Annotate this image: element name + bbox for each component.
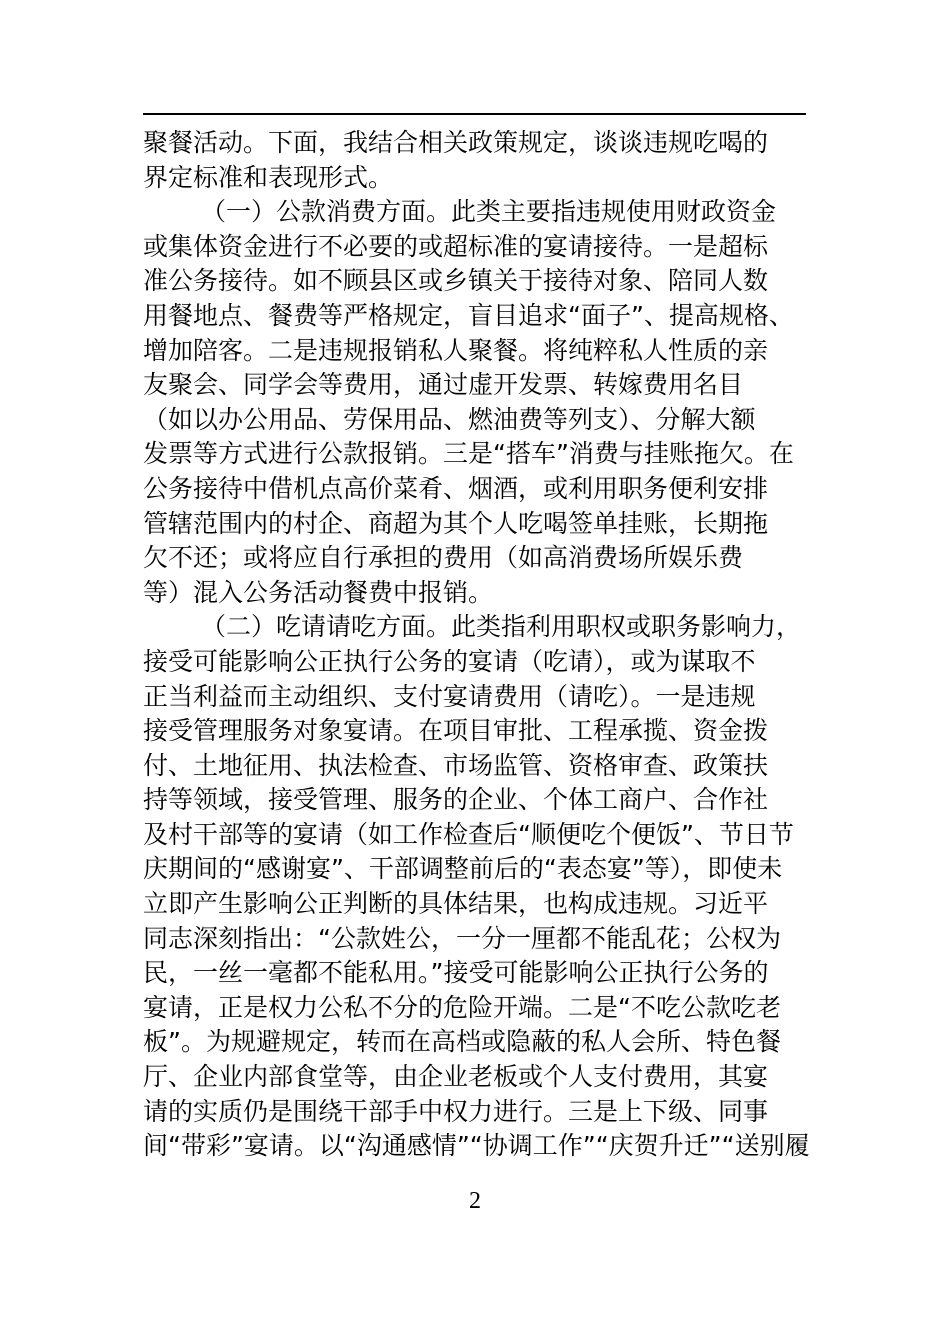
- text-line: 界定标准和表现形式。: [143, 162, 394, 192]
- text-line: 等）混入公务活动餐费中报销。: [143, 577, 494, 607]
- text-line: 付、土地征用、执法检查、市场监管、资格审查、政策扶: [143, 750, 769, 780]
- text-line: 庆期间的“感谢宴”、干部调整前后的“表态宴”等），即使未: [143, 854, 783, 884]
- text-line: 板”。为规避规定，转而在高档或隐蔽的私人会所、特色餐: [143, 1027, 781, 1057]
- text-line: 公务接待中借机点高价菜肴、烟酒，或利用职务便利安排: [143, 473, 769, 503]
- text-line: （如以办公用品、劳保用品、燃油费等列支）、分解大额: [143, 404, 756, 434]
- page-number: 2: [469, 1188, 481, 1214]
- text-line: 聚餐活动。下面，我结合相关政策规定，谈谈违规吃喝的: [143, 128, 769, 157]
- text-line: 立即产生影响公正判断的具体结果，也构成违规。习近平: [143, 889, 769, 919]
- text-line: 用餐地点、餐费等严格规定，盲目追求“面子”、提高规格、: [143, 300, 794, 330]
- text-line: 正当利益而主动组织、支付宴请费用（请吃）。一是违规: [143, 681, 756, 711]
- section-heading-line: （一）公款消费方面。此类主要指违规使用财政资金: [201, 197, 777, 227]
- text-line: 或集体资金进行不必要的或超标准的宴请接待。一是超标: [143, 231, 769, 261]
- header-rule: [143, 113, 806, 115]
- text-line: 厅、企业内部食堂等，由企业老板或个人支付费用，其宴: [143, 1062, 769, 1092]
- text-line: 民，一丝一毫都不能私用。”接受可能影响公正执行公务的: [143, 958, 769, 988]
- document-body: [143, 126, 810, 1164]
- text-line: 友聚会、同学会等费用，通过虚开发票、转嫁费用名目: [143, 370, 744, 400]
- section-heading-line: （二）吃请请吃方面。此类指利用职权或职务影响力，: [201, 612, 802, 642]
- text-line: 及村干部等的宴请（如工作检查后“顺便吃个便饭”、节日节: [143, 819, 794, 849]
- text-line: 欠不还；或将应自行承担的费用（如高消费场所娱乐费: [143, 543, 744, 573]
- text-line: 同志深刻指出：“公款姓公，一分一厘都不能乱花；公权为: [143, 923, 781, 953]
- text-line: 间“带彩”宴请。以“沟通感情”“协调工作”“庆贺升迁”“送别履: [143, 1131, 810, 1161]
- text-line: 管辖范围内的村企、商超为其个人吃喝签单挂账，长期拖: [143, 508, 769, 538]
- text-line: 增加陪客。二是违规报销私人聚餐。将纯粹私人性质的亲: [143, 335, 769, 365]
- text-line: 接受管理服务对象宴请。在项目审批、工程承揽、资金拨: [143, 716, 769, 746]
- text-line: 发票等方式进行公款报销。三是“搭车”消费与挂账拖欠。在: [143, 439, 794, 469]
- text-line: 请的实质仍是围绕干部手中权力进行。三是上下级、同事: [143, 1096, 769, 1126]
- text-line: 宴请，正是权力公私不分的危险开端。二是“不吃公款吃老: [143, 992, 781, 1022]
- text-line: 持等领域，接受管理、服务的企业、个体工商户、合作社: [143, 785, 769, 815]
- text-line: 准公务接待。如不顾县区或乡镇关于接待对象、陪同人数: [143, 266, 769, 296]
- text-line: 接受可能影响公正执行公务的宴请（吃请），或为谋取不: [143, 646, 756, 676]
